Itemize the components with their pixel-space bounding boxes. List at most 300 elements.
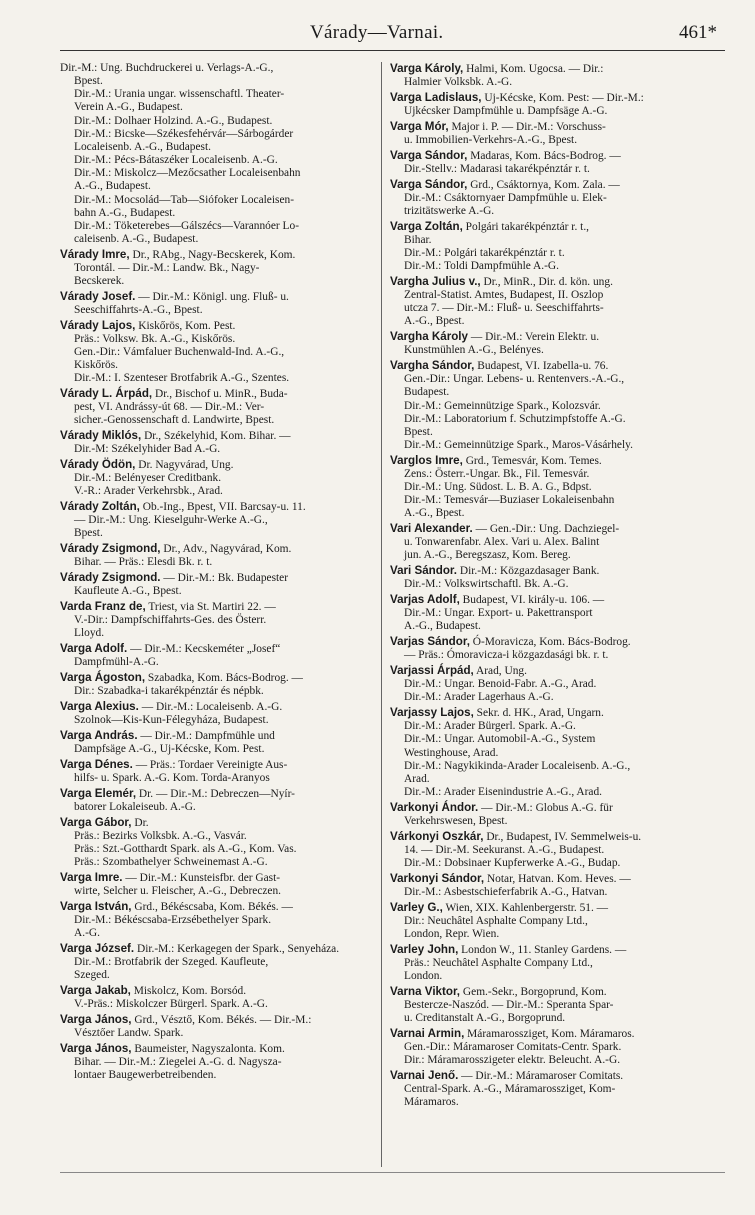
entry-line bbox=[390, 1012, 702, 1025]
entry-text: Dir.-M.: Brotfabrik der Szeged. Kaufleute, bbox=[74, 955, 269, 968]
entry-line bbox=[390, 91, 702, 105]
directory-entry bbox=[390, 664, 702, 704]
entry-text: Dir.-M.: Laboratorium f. Schutzimpfstoffe A.-G. bbox=[404, 412, 626, 425]
entry-name: Vargha Károly bbox=[390, 330, 468, 344]
entry-text: Dir.-M.: Közgazdasager Bank. bbox=[459, 565, 600, 578]
directory-entry bbox=[390, 178, 702, 218]
entry-line bbox=[390, 76, 702, 89]
entry-line bbox=[60, 262, 375, 275]
entry-line bbox=[390, 289, 702, 302]
entry-text: Ujkécsker Dampfmühle u. Dampfsäge A.-G. bbox=[404, 105, 608, 118]
entry-text: Budapest. bbox=[404, 386, 450, 399]
entry-line bbox=[390, 815, 702, 828]
entry-line bbox=[390, 886, 702, 899]
entry-line bbox=[390, 786, 702, 799]
entry-name: Varkonyi Ándor. bbox=[390, 800, 479, 814]
directory-entry bbox=[390, 985, 702, 1025]
entry-line bbox=[390, 773, 702, 786]
entry-text: Budapest, VI. király-u. 106. — bbox=[462, 594, 605, 607]
entry-line bbox=[390, 915, 702, 928]
entry-text: Triest, via St. Martiri 22. — bbox=[148, 601, 276, 614]
entry-line bbox=[60, 843, 375, 856]
entry-line bbox=[60, 75, 375, 88]
entry-line bbox=[390, 607, 702, 620]
entry-name: Varga Zoltán, bbox=[390, 219, 463, 233]
entry-text: — Dir.-M.: Localeisenb. A.-G. bbox=[141, 700, 283, 713]
entry-line bbox=[60, 1069, 375, 1082]
entry-line bbox=[390, 536, 702, 549]
entry-line bbox=[390, 999, 702, 1012]
entry-text: Torontál. — Dir.-M.: Landw. Bk., Nagy- bbox=[74, 261, 260, 274]
entry-name: Várady Zoltán, bbox=[60, 500, 140, 514]
entry-line bbox=[60, 871, 375, 885]
column-divider bbox=[381, 62, 382, 1167]
entry-line bbox=[60, 290, 375, 304]
entry-line bbox=[60, 542, 375, 556]
entry-text: V.-Präs.: Miskolczer Bürgerl. Spark. A.-G. bbox=[74, 997, 268, 1010]
entry-text: Dir.-M.: Pécs-Bátaszéker Localeisenb. A.-G. bbox=[74, 154, 278, 167]
entry-name: Varga Alexius. bbox=[60, 699, 139, 713]
entry-text: — Dir.-M.: Verein Elektr. u. bbox=[470, 331, 600, 344]
entry-line bbox=[60, 141, 375, 154]
entry-text: Kunstmühlen A.-G., Belényes. bbox=[404, 344, 544, 357]
entry-line bbox=[390, 373, 702, 386]
entry-text: Dir.-M.: Dolhaer Holzind. A.-G., Budapest. bbox=[74, 114, 273, 127]
entry-text: hilfs- u. Spark. A.-G. Kom. Torda-Aranyos bbox=[74, 771, 270, 784]
directory-entry bbox=[60, 458, 375, 498]
directory-entry bbox=[60, 900, 375, 940]
entry-name: Varga Ágoston, bbox=[60, 671, 146, 684]
entry-text: Dir.-M.: Miskolcz—Mezőcsather Localeisenbahn bbox=[74, 167, 301, 180]
entry-text: Präs.: Volksw. Bk. A.-G., Kiskőrös. bbox=[74, 332, 236, 345]
entry-name: Varga Ladislaus, bbox=[390, 90, 482, 104]
entry-line bbox=[60, 1013, 375, 1027]
entry-text: caleisenb. A.-G., Budapest. bbox=[74, 233, 199, 246]
entry-text: u. Immobilien-Verkehrs-A.-G., Bpest. bbox=[404, 133, 578, 146]
entry-text: Major i. P. — Dir.-M.: Vorschuss- bbox=[451, 120, 606, 133]
entry-line bbox=[390, 192, 702, 205]
directory-entry bbox=[390, 593, 702, 633]
entry-text: Dr. Nagyvárad, Ung. bbox=[138, 459, 234, 472]
entry-text: Szolnok—Kis-Kun-Félegyháza, Budapest. bbox=[74, 714, 269, 727]
entry-line bbox=[390, 426, 702, 439]
entry-text: — Dir.-M.: Kecskeméter „Josef“ bbox=[130, 643, 281, 656]
entry-line bbox=[60, 429, 375, 443]
entry-line bbox=[390, 344, 702, 357]
entry-line bbox=[390, 120, 702, 134]
entry-text: Gem.-Sekr., Borgoprund, Kom. bbox=[462, 985, 607, 998]
entry-text: Dir.: Neuchâtel Asphalte Company Ltd., bbox=[404, 914, 588, 927]
entry-text: Dir.-M.: Asbestschieferfabrik A.-G., Hatvan. bbox=[404, 885, 608, 898]
entry-line bbox=[60, 787, 375, 801]
entry-text: Dir.-M: Székelyhider Bad A.-G. bbox=[74, 443, 221, 456]
entry-text: London, Repr. Wien. bbox=[404, 927, 500, 940]
directory-entry bbox=[60, 248, 375, 288]
entry-text: Dir.: Szabadka-i takarékpénztár és népbk. bbox=[74, 685, 264, 698]
entry-name: Varga János, bbox=[60, 1041, 132, 1055]
entry-text: — Präs.: Tordaer Vereinigte Aus- bbox=[135, 758, 288, 771]
entry-line bbox=[60, 304, 375, 317]
entry-text: Dir.-M.: Temesvár—Buziaser Lokaleisenbahn bbox=[404, 494, 615, 507]
directory-entry bbox=[390, 1069, 702, 1109]
entry-line bbox=[390, 205, 702, 218]
entry-name: Várady Zsigmond, bbox=[60, 542, 161, 556]
entry-line bbox=[390, 494, 702, 507]
entry-line bbox=[60, 900, 375, 914]
entry-line bbox=[390, 163, 702, 176]
entry-name: Varley G., bbox=[390, 900, 443, 914]
entry-name: Varga András. bbox=[60, 728, 138, 742]
entry-line bbox=[60, 233, 375, 246]
entry-line bbox=[390, 439, 702, 452]
entry-text: Bihar. bbox=[404, 233, 432, 246]
entry-text: Arad, Ung. bbox=[476, 665, 527, 678]
entry-line bbox=[60, 685, 375, 698]
entry-line bbox=[60, 1042, 375, 1056]
entry-line bbox=[60, 154, 375, 167]
entry-text: Dr., Bischof u. MinR., Buda- bbox=[155, 388, 288, 401]
entry-text: Dr., Székelyhid, Kom. Bihar. — bbox=[144, 430, 291, 443]
directory-entry bbox=[60, 671, 375, 698]
entry-line bbox=[60, 671, 375, 685]
entry-text: Miskolcz, Kom. Borsód. bbox=[133, 984, 247, 997]
entry-line bbox=[390, 105, 702, 118]
entry-text: — Dir.-M.: Kunsteisfbr. der Gast- bbox=[125, 871, 281, 884]
entry-line bbox=[60, 472, 375, 485]
entry-text: Máramaros. bbox=[404, 1096, 459, 1109]
entry-name: Varjassy Lajos, bbox=[390, 706, 474, 720]
entry-line bbox=[60, 401, 375, 414]
entry-line bbox=[60, 614, 375, 627]
directory-entry bbox=[60, 700, 375, 727]
entry-text: Budapest, VI. Izabella-u. 76. bbox=[477, 360, 609, 373]
entry-line bbox=[390, 1027, 702, 1041]
entry-text: Dir.-M.: Ungar. Benoid-Fabr. A.-G., Arad. bbox=[404, 678, 597, 691]
entry-name: Varda Franz de, bbox=[60, 600, 146, 614]
directory-entry bbox=[390, 149, 702, 176]
entry-text: A.-G. bbox=[74, 926, 100, 939]
entry-line bbox=[390, 549, 702, 562]
entry-line bbox=[60, 500, 375, 514]
directory-entry bbox=[60, 1013, 375, 1040]
entry-line bbox=[60, 275, 375, 288]
directory-entry bbox=[60, 758, 375, 785]
entry-text: trizitätswerke A.-G. bbox=[404, 204, 495, 217]
entry-text: Baumeister, Nagyszalonta. Kom. bbox=[134, 1042, 285, 1055]
entry-line bbox=[60, 359, 375, 372]
entry-text: Bihar. — Dir.-M.: Ziegelei A.-G. d. Nagysza- bbox=[74, 1055, 282, 1068]
entry-line bbox=[60, 700, 375, 714]
entry-line bbox=[390, 957, 702, 970]
entry-line bbox=[60, 600, 375, 614]
entry-name: Varga Dénes. bbox=[60, 757, 133, 771]
entry-text: V.-R.: Arader Verkehrsbk., Arad. bbox=[74, 485, 223, 498]
entry-line bbox=[390, 386, 702, 399]
page-number: 461* bbox=[679, 22, 717, 43]
entry-text: Dir.-M.: Arader Lagerhaus A.-G. bbox=[404, 691, 554, 704]
entry-text: pest, VI. Andrássy-út 68. — Dir.-M.: Ver- bbox=[74, 401, 265, 414]
entry-line bbox=[390, 1083, 702, 1096]
entry-text: Dir.-M.: Kerkagegen der Spark., Senyeháza. bbox=[136, 942, 340, 955]
directory-entry bbox=[390, 564, 702, 591]
entry-line bbox=[60, 194, 375, 207]
directory-entry bbox=[60, 729, 375, 756]
entry-line bbox=[60, 856, 375, 869]
entry-text: Dir.-M.: Nagykikinda-Arader Localeisenb. A.-G., bbox=[404, 759, 631, 772]
entry-name: Varglos Imre, bbox=[390, 453, 463, 467]
entry-text: Szeged. bbox=[74, 969, 110, 982]
entry-text: Bpest. bbox=[404, 425, 433, 438]
entry-text: Grd., Vésztő, Kom. Békés. — Dir.-M.: bbox=[134, 1013, 312, 1026]
entry-text: bahn A.-G., Budapest. bbox=[74, 206, 176, 219]
entry-name: Varjassi Árpád, bbox=[390, 664, 474, 678]
entry-text: A.-G., Bpest. bbox=[404, 315, 465, 328]
entry-text: Dir.-M.: Toldi Dampfmühle A.-G. bbox=[404, 260, 559, 273]
entry-line bbox=[60, 248, 375, 262]
entry-name: Vargha Sándor, bbox=[390, 359, 475, 373]
entry-text: Dir.-M.: Ung. Buchdruckerei u. Verlags-A.-G., bbox=[60, 62, 274, 74]
entry-text: Polgári takarékpénztár r. t., bbox=[465, 220, 590, 233]
entry-name: Varga Jakab, bbox=[60, 983, 131, 997]
entry-line bbox=[60, 998, 375, 1011]
entry-line bbox=[390, 1069, 702, 1083]
directory-entry bbox=[390, 220, 702, 274]
directory-entry bbox=[390, 359, 702, 452]
entry-line bbox=[60, 443, 375, 456]
directory-entry bbox=[390, 120, 702, 147]
entry-line bbox=[390, 1096, 702, 1109]
entry-text: Seeschiffahrts-A.-G., Bpest. bbox=[74, 304, 203, 316]
directory-entry bbox=[390, 635, 702, 662]
entry-line bbox=[60, 167, 375, 180]
entry-line bbox=[390, 872, 702, 886]
entry-line bbox=[390, 481, 702, 494]
entry-text: Central-Spark. A.-G., Máramarossziget, Kom- bbox=[404, 1083, 616, 1096]
entry-text: Präs.: Neuchâtel Asphalte Company Ltd., bbox=[404, 956, 593, 969]
entry-line bbox=[390, 664, 702, 678]
entry-text: Dir.-M.: Ungar. Export- u. Pakettransport bbox=[404, 607, 593, 620]
entry-line bbox=[60, 885, 375, 898]
directory-entry bbox=[60, 429, 375, 456]
entry-line bbox=[390, 234, 702, 247]
entry-text: u. Creditanstalt A.-G., Borgoprund. bbox=[404, 1012, 566, 1025]
entry-text: Dir.-M.: Ung. Südost. L. B. A. G., Bdpst. bbox=[404, 481, 592, 494]
entry-text: lontaer Baugewerbetreibenden. bbox=[74, 1068, 217, 1081]
entry-text: Dir.-M.: Urania ungar. wissenschaftl. Theater- bbox=[74, 88, 285, 101]
entry-line bbox=[390, 943, 702, 957]
entry-text: u. Tonwarenfabr. Alex. Vari u. Alex. Balint bbox=[404, 536, 600, 549]
entry-text: Localeisenb. A.-G., Budapest. bbox=[74, 140, 211, 153]
entry-line bbox=[60, 556, 375, 569]
entry-line bbox=[390, 578, 702, 591]
entry-line bbox=[60, 927, 375, 940]
entry-line bbox=[390, 678, 702, 691]
entry-name: Varga Sándor, bbox=[390, 177, 468, 191]
entry-line bbox=[390, 134, 702, 147]
directory-entry bbox=[60, 642, 375, 669]
directory-entry bbox=[60, 871, 375, 898]
entry-text: Dir.: Máramarosszigeter elektr. Beleucht. A.-G. bbox=[404, 1054, 621, 1067]
directory-entry bbox=[390, 901, 702, 941]
entry-name: Varjas Sándor, bbox=[390, 635, 470, 649]
entry-text: Zens.: Österr.-Ungar. Bk., Fil. Temesvár. bbox=[404, 467, 590, 480]
entry-text: Halmi, Kom. Ugocsa. — Dir.: bbox=[466, 63, 604, 75]
entry-name: Varga Gábor, bbox=[60, 815, 132, 829]
entry-text: Dir.-M.: Töketerebes—Gálszécs—Varannóer Lo- bbox=[74, 219, 299, 232]
entry-name: Varga Mór, bbox=[390, 119, 449, 133]
entry-line bbox=[60, 571, 375, 585]
directory-entry bbox=[60, 600, 375, 640]
entry-text: Madaras, Kom. Bács-Bodrog. — bbox=[470, 149, 621, 162]
entry-line bbox=[60, 220, 375, 233]
entry-line bbox=[60, 88, 375, 101]
entry-line bbox=[60, 585, 375, 598]
entry-line bbox=[390, 260, 702, 273]
directory-entry bbox=[60, 290, 375, 317]
entry-line bbox=[60, 1027, 375, 1040]
entry-name: Varga Károly, bbox=[390, 62, 464, 75]
entry-text: Dir.-M.: Békéscsaba-Erzsébethelyer Spark. bbox=[74, 913, 272, 926]
entry-text: Dir.-M.: Belényeser Creditbank. bbox=[74, 472, 222, 485]
entry-line bbox=[60, 346, 375, 359]
entry-text: Notar, Hatvan. Kom. Heves. — bbox=[486, 872, 631, 885]
entry-text: Kiskőrös, Kom. Pest. bbox=[138, 319, 236, 332]
entry-name: Varjas Adolf, bbox=[390, 593, 460, 607]
entry-text: — Dir.-M.: Ung. Kieselguhr-Werke A.-G., bbox=[74, 514, 268, 527]
entry-text: A.-G., Budapest. bbox=[404, 620, 481, 633]
entry-line bbox=[390, 275, 702, 289]
entry-line bbox=[390, 302, 702, 315]
entry-text: Dir.-M.: Mocsolád—Tab—Siófoker Localeisen- bbox=[74, 193, 295, 206]
entry-text: Dir.-M.: Gemeinnützige Spark., Kolozsvár. bbox=[404, 399, 601, 412]
entry-line bbox=[390, 413, 702, 426]
entry-text: Gen.-Dir.: Vámfaluer Buchenwald-Ind. A.-G., bbox=[74, 346, 285, 359]
entry-name: Varkonyi Sándor, bbox=[390, 871, 485, 885]
entry-line bbox=[60, 115, 375, 128]
directory-entry bbox=[60, 984, 375, 1011]
entry-line bbox=[60, 984, 375, 998]
entry-line bbox=[60, 101, 375, 114]
entry-text: Dir.-M.: I. Szenteser Brotfabrik A.-G., Szentes. bbox=[74, 372, 290, 385]
entry-text: Bpest. bbox=[74, 75, 103, 88]
entry-text: — Dir.-M.: Dampfmühle und bbox=[140, 729, 275, 742]
entry-text: Uj-Kécske, Kom. Pest: — Dir.-M.: bbox=[484, 91, 644, 104]
entry-text: Ob.-Ing., Bpest, VII. Barcsay-u. 11. bbox=[142, 501, 306, 514]
entry-text: Zentral-Statist. Amtes, Budapest, II. Oszlop bbox=[404, 289, 604, 302]
entry-line bbox=[60, 128, 375, 141]
directory-entry bbox=[60, 387, 375, 427]
entry-line bbox=[60, 743, 375, 756]
entry-text: Präs.: Szombathelyer Schweinemast A.-G. bbox=[74, 856, 268, 868]
entry-line bbox=[60, 333, 375, 346]
entry-text: Dampfmühl-A.-G. bbox=[74, 656, 159, 669]
running-head: Várady—Varnai. bbox=[310, 22, 444, 43]
entry-text: Grd., Békéscsaba, Kom. Békés. — bbox=[134, 900, 293, 913]
entry-name: Varga János, bbox=[60, 1012, 132, 1026]
entry-line bbox=[60, 956, 375, 969]
entry-line bbox=[390, 220, 702, 234]
directory-entry bbox=[60, 1042, 375, 1082]
entry-text: Gen.-Dir.: Ungar. Lebens- u. Rentenvers.-A.-G., bbox=[404, 373, 625, 386]
entry-text: Grd., Temesvár, Kom. Temes. bbox=[465, 454, 602, 467]
entry-line bbox=[390, 1054, 702, 1067]
directory-entry bbox=[390, 275, 702, 329]
directory-entry bbox=[60, 62, 375, 246]
entry-text: London. bbox=[404, 970, 443, 983]
entry-line bbox=[390, 635, 702, 649]
directory-entry bbox=[390, 1027, 702, 1067]
entry-line bbox=[60, 772, 375, 785]
entry-text: Arad. bbox=[404, 772, 430, 785]
entry-text: Bihar. — Präs.: Elesdi Bk. r. t. bbox=[74, 556, 213, 569]
entry-text: Kiskőrös. bbox=[74, 359, 118, 372]
entry-text: wirte, Selcher u. Fleischer, A.-G., Debreczen. bbox=[74, 884, 282, 897]
entry-name: Vargha Julius v., bbox=[390, 274, 481, 288]
entry-line bbox=[390, 901, 702, 915]
entry-text: Ó-Moravicza, Kom. Bács-Bodrog. bbox=[472, 636, 631, 649]
entry-name: Varga Elemér, bbox=[60, 786, 137, 800]
entry-line bbox=[60, 387, 375, 401]
entry-text: Dampfsäge A.-G., Uj-Kécske, Kom. Pest. bbox=[74, 742, 265, 755]
directory-entry bbox=[390, 91, 702, 118]
entry-name: Várady Miklós, bbox=[60, 429, 142, 443]
entry-line bbox=[390, 928, 702, 941]
entry-name: Varga József. bbox=[60, 941, 135, 955]
directory-entry bbox=[390, 522, 702, 562]
entry-text: Máramarossziget, Kom. Máramaros. bbox=[467, 1027, 635, 1040]
entry-text: Dir.-M.: Volkswirtschaftl. Bk. A.-G. bbox=[404, 578, 569, 591]
entry-text: London W., 11. Stanley Gardens. — bbox=[461, 943, 627, 956]
entry-line bbox=[390, 468, 702, 481]
entry-line bbox=[60, 372, 375, 385]
entry-text: A.-G., Bpest. bbox=[404, 507, 465, 520]
entry-line bbox=[60, 816, 375, 830]
entry-text: jun. A.-G., Beregszasz, Kom. Bereg. bbox=[404, 549, 571, 562]
entry-text: Dr. — Dir.-M.: Debreczen—Nyír- bbox=[138, 787, 295, 800]
entry-text: batorer Lokaleiseub. A.-G. bbox=[74, 800, 196, 813]
entry-text: Grd., Csáktornya, Kom. Zala. — bbox=[470, 178, 620, 191]
entry-line bbox=[390, 985, 702, 999]
entry-line bbox=[60, 1056, 375, 1069]
entry-name: Varley John, bbox=[390, 942, 459, 956]
directory-entry bbox=[390, 330, 702, 357]
entry-line bbox=[60, 656, 375, 669]
directory-entry bbox=[390, 872, 702, 899]
entry-line bbox=[390, 315, 702, 328]
entry-text: Dir.-M.: Polgári takarékpénztár r. t. bbox=[404, 247, 565, 259]
entry-line bbox=[60, 180, 375, 193]
entry-name: Vari Alexander. bbox=[390, 522, 473, 536]
entry-line bbox=[390, 1041, 702, 1054]
directory-entry bbox=[60, 319, 375, 386]
entry-text: Dr., RAbg., Nagy-Becskerek, Kom. bbox=[132, 248, 296, 261]
directory-entry bbox=[60, 816, 375, 870]
entry-text: Dir.-M.: Gemeinnützige Spark., Maros-Vásárhely. bbox=[404, 438, 633, 451]
entry-line bbox=[390, 359, 702, 373]
entry-text: — Dir.-M.: Globus A.-G. für bbox=[481, 801, 613, 814]
entry-text: Becskerek. bbox=[74, 275, 125, 288]
entry-text: — Dir.-M.: Bk. Budapester bbox=[163, 572, 289, 585]
entry-text: Halmier Volksbk. A.-G. bbox=[404, 76, 513, 89]
entry-name: Várady Josef. bbox=[60, 289, 136, 303]
entry-text: Dr., MinR., Dir. d. kön. ung. bbox=[483, 275, 613, 288]
entry-line bbox=[390, 691, 702, 704]
entry-line bbox=[60, 319, 375, 333]
directory-entry bbox=[60, 500, 375, 540]
entry-line bbox=[60, 62, 375, 75]
entry-text: Wien, XIX. Kahlenbergerstr. 51. — bbox=[445, 901, 609, 914]
entry-line bbox=[390, 857, 702, 870]
